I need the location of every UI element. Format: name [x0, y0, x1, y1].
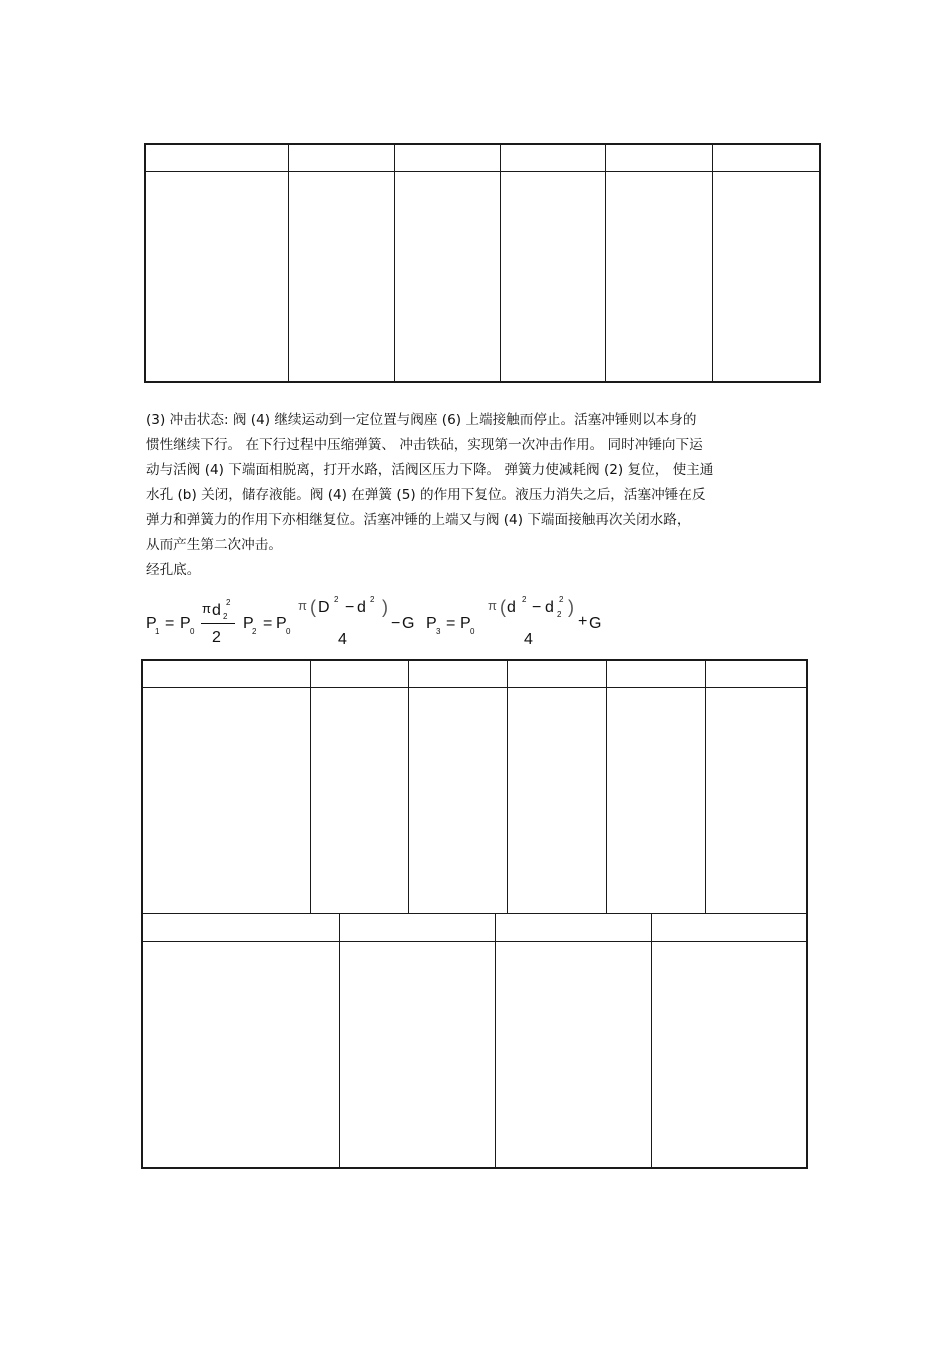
pressure-formulas	[146, 592, 616, 654]
table-2-col-divider	[495, 913, 496, 1167]
formula-plus: +	[578, 613, 588, 630]
description-paragraph	[146, 408, 816, 583]
table-2-col-divider	[606, 661, 607, 913]
table-2-col-divider	[507, 661, 508, 913]
table-2-col-divider	[339, 913, 340, 1167]
formula-equals: =	[263, 615, 273, 632]
table-1-header-divider	[146, 171, 819, 172]
formula-subscript: 0	[470, 627, 475, 636]
formula-paren: )	[382, 597, 388, 617]
table-1	[144, 143, 821, 383]
formula-subscript: 0	[190, 627, 195, 636]
table-2-section-divider	[143, 913, 806, 914]
formula-pi: π	[298, 598, 307, 613]
formula-paren: )	[568, 597, 574, 617]
formula-symbol: d	[545, 599, 554, 616]
formula-denominator: 2	[212, 629, 221, 646]
table-1-col-divider	[288, 145, 289, 381]
paragraph-line: 水孔 (b) 关闭，储存液能。阀 (4) 在弹簧 (5) 的作用下复位。液压力消失之后，活塞冲锤在反	[146, 487, 706, 503]
table-2-col-divider	[408, 661, 409, 913]
formula-symbol: P	[276, 615, 287, 632]
formula-symbol: d	[507, 599, 516, 616]
table-2-col-divider	[705, 661, 706, 913]
formula-subscript: 0	[286, 627, 291, 636]
formula-subscript: 3	[436, 627, 441, 636]
formula-minus: −	[532, 599, 542, 616]
paragraph-line: 惯性继续下行。 在下行过程中压缩弹簧、 冲击铁砧，实现第一次冲击作用。 同时冲锤向下运	[146, 437, 703, 453]
formula-superscript: 2	[522, 595, 527, 604]
formula-paren: (	[310, 597, 316, 617]
formula-denominator: 4	[338, 631, 347, 648]
table-1-col-divider	[605, 145, 606, 381]
formula-superscript: 2	[370, 595, 375, 604]
formula-symbol: P	[243, 615, 254, 632]
fraction-bar	[201, 623, 235, 624]
table-2-col-divider	[651, 913, 652, 1167]
paragraph-line: 弹力和弹簧力的作用下亦相继复位。活塞冲锤的上端又与阀 (4) 下端面接触再次关闭水路，	[146, 512, 691, 528]
formula-paren: (	[500, 597, 506, 617]
formula-symbol: P	[426, 615, 437, 632]
formula-symbol: G	[589, 615, 602, 632]
formula-pi: π	[488, 598, 497, 613]
formula-symbol: P	[180, 615, 191, 632]
formula-symbol: P	[460, 615, 471, 632]
formula-symbol: D	[318, 599, 330, 616]
formula-symbol: G	[402, 615, 415, 632]
formula-subscript: 1	[155, 627, 160, 636]
formula-subscript: 2	[223, 612, 228, 621]
formula-superscript: 2	[559, 595, 564, 604]
formula-subscript: 2	[557, 610, 562, 619]
formula-pi: π	[202, 601, 211, 616]
formula-equals: =	[165, 615, 175, 632]
table-1-col-divider	[394, 145, 395, 381]
formula-superscript: 2	[334, 595, 339, 604]
table-2	[141, 659, 808, 1169]
formula-symbol: d	[212, 602, 221, 619]
paragraph-line: 动与活阀 (4) 下端面相脱离，打开水路，活阀区压力下降。 弹簧力使减耗阀 (2) 复位， 使主通	[146, 462, 714, 478]
table-2-header-divider	[143, 941, 806, 942]
formula-superscript: 2	[226, 598, 231, 607]
table-2-header-divider	[143, 687, 806, 688]
formula-denominator: 4	[524, 631, 533, 648]
formula-minus: −	[391, 615, 401, 632]
formula-equals: =	[446, 615, 456, 632]
paragraph-line: 经孔底。	[146, 562, 201, 578]
formula-symbol: P	[146, 615, 157, 632]
table-1-col-divider	[712, 145, 713, 381]
formula-subscript: 2	[252, 627, 257, 636]
paragraph-line: (3) 冲击状态: 阀 (4) 继续运动到一定位置与阀座 (6) 上端接触而停止。活塞冲锤则以本身的	[146, 412, 697, 428]
formula-symbol: d	[357, 599, 366, 616]
table-2-col-divider	[310, 661, 311, 913]
formula-minus: −	[345, 599, 355, 616]
paragraph-line: 从而产生第二次冲击。	[146, 537, 282, 553]
table-1-col-divider	[500, 145, 501, 381]
